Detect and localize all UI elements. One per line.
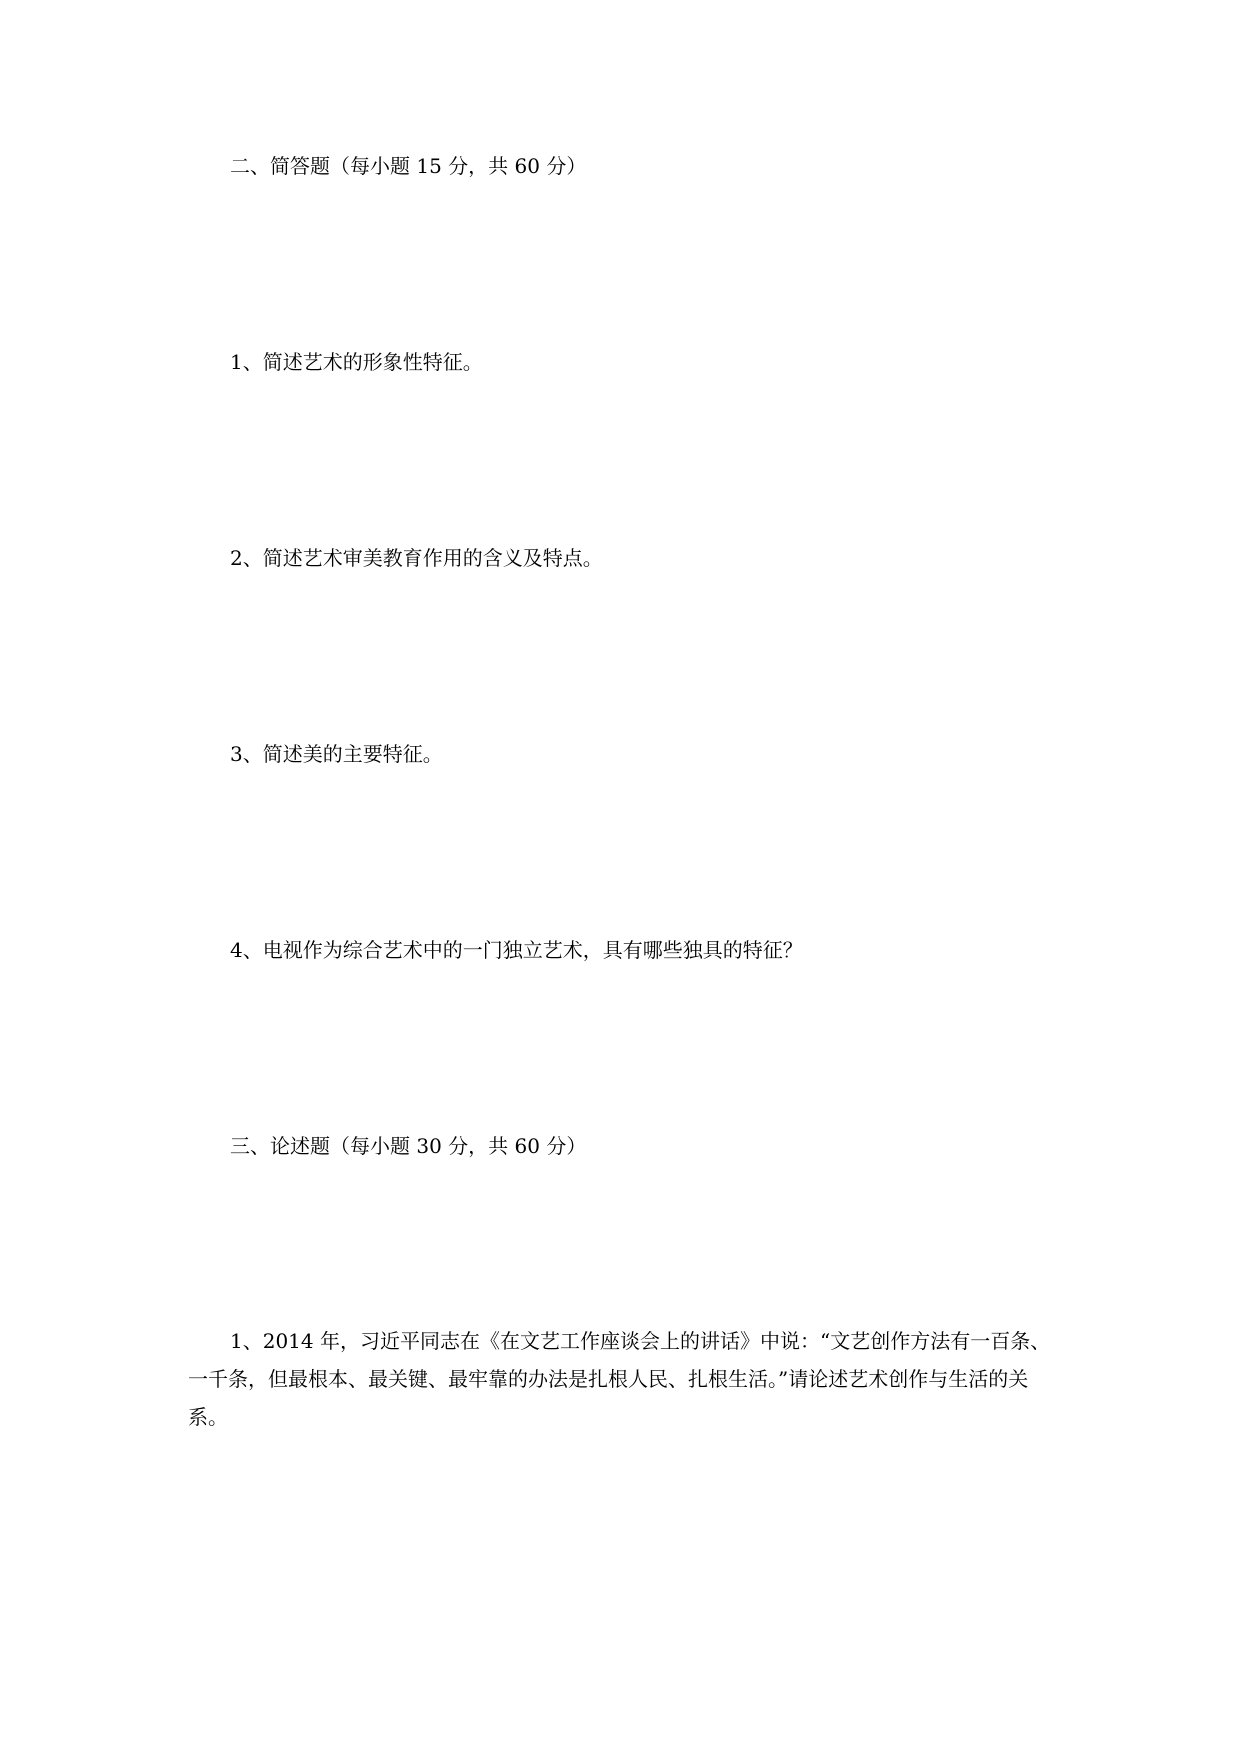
section-heading-short-answer: 二、简答题（每小题 15 分，共 60 分） <box>230 154 587 178</box>
question-2-3: 3、简述美的主要特征。 <box>230 742 443 766</box>
section-heading-essay: 三、论述题（每小题 30 分，共 60 分） <box>230 1134 587 1158</box>
question-2-1: 1、简述艺术的形象性特征。 <box>230 350 483 374</box>
question-3-1: 1、2014 年，习近平同志在《在文艺工作座谈会上的讲话》中说：“文艺创作方法有一百条、一千条，但最根本、最关键、最牢靠的办法是扎根人民、扎根生活。”请论述艺术创作与生活的关系。 <box>188 1329 1051 1429</box>
question-2-4: 4、电视作为综合艺术中的一门独立艺术，具有哪些独具的特征？ <box>230 938 803 962</box>
question-2-2: 2、简述艺术审美教育作用的含义及特点。 <box>230 546 603 570</box>
